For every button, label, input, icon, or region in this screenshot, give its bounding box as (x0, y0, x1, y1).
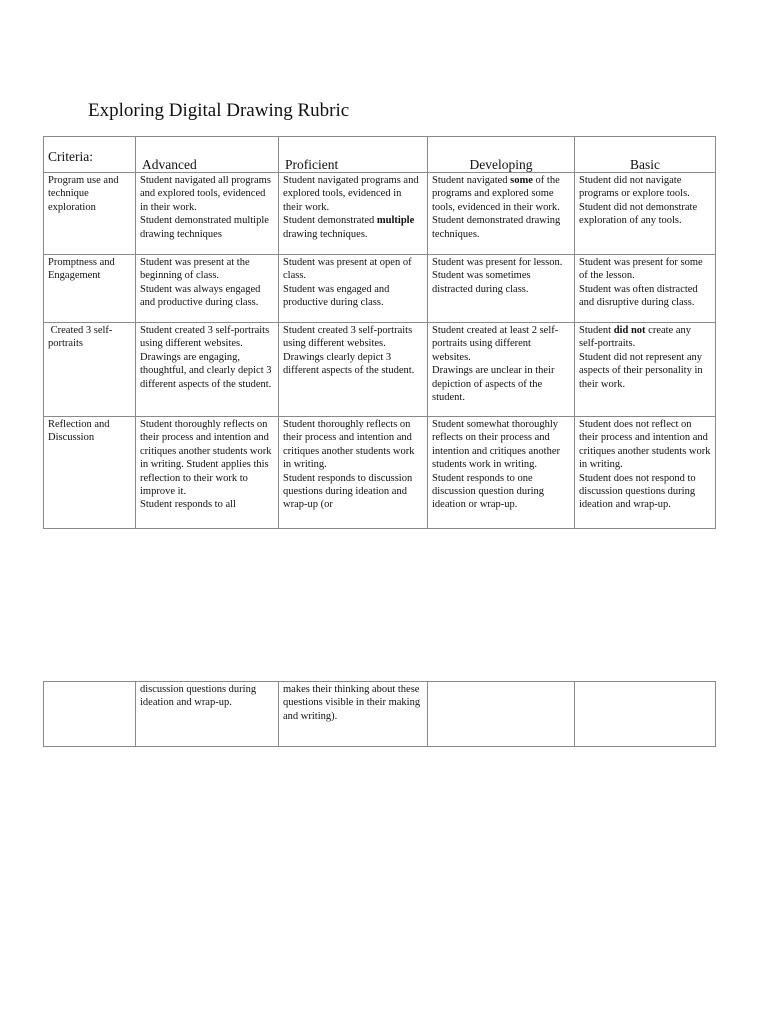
developing-cell: Student somewhat thoroughly reflects on their process and intention and critiques another students work in writing. Student responds to one discussion question during ideation or wrap-up. (428, 417, 575, 529)
basic-cell: Student did not create any self-portraits. Student did not represent any aspects of their personality in their work. (575, 323, 716, 417)
advanced-cell: Student navigated all programs and explored tools, evidenced in their work. Student demonstrated multiple drawing techniques (136, 173, 279, 255)
table-row (44, 323, 716, 417)
header-advanced: Advanced (136, 137, 279, 173)
developing-cell: Student navigated some of the programs and explored some tools, evidenced in their work. Student demonstrated drawing techniques. (428, 173, 575, 255)
advanced-cell: discussion questions during ideation and wrap-up. (136, 682, 279, 747)
rubric-table-continued (43, 681, 716, 747)
table-row (44, 417, 716, 529)
criteria-cell: Created 3 self-portraits (44, 323, 136, 417)
proficient-cell: Student created 3 self-portraits using different websites. Drawings clearly depict 3 different aspects of the student. (279, 323, 428, 417)
proficient-cell: Student thoroughly reflects on their process and intention and critiques another students work in writing. Student responds to discussion questions during ideation and wrap-up (or (279, 417, 428, 529)
basic-cell: Student was present for some of the lesson. Student was often distracted and disruptive during class. (575, 255, 716, 323)
header-criteria: Criteria: (44, 137, 136, 173)
rubric-table (43, 136, 716, 529)
developing-cell: Student was present for lesson. Student was sometimes distracted during class. (428, 255, 575, 323)
basic-cell (575, 682, 716, 747)
header-row (44, 137, 716, 173)
proficient-cell: Student was present at open of class. Student was engaged and productive during class. (279, 255, 428, 323)
bold-text: did not (613, 325, 646, 336)
table-row (44, 173, 716, 255)
proficient-cell: makes their thinking about these questions visible in their making and writing). (279, 682, 428, 747)
criteria-cell: Reflection and Discussion (44, 417, 136, 529)
advanced-cell: Student was present at the beginning of class. Student was always engaged and productive during class. (136, 255, 279, 323)
table-row (44, 682, 716, 747)
developing-cell: Student created at least 2 self-portraits using different websites. Drawings are unclear in their depiction of aspects of the student. (428, 323, 575, 417)
header-proficient: Proficient (279, 137, 428, 173)
criteria-cell: Program use and technique exploration (44, 173, 136, 255)
basic-cell: Student did not navigate programs or explore tools. Student did not demonstrate exploration of any tools. (575, 173, 716, 255)
basic-cell: Student does not reflect on their process and intention and critiques another students work in writing. Student does not respond to discussion questions during ideation and wrap-up. (575, 417, 716, 529)
proficient-cell: Student navigated programs and explored tools, evidenced in their work. Student demonstrated multiple drawing techniques. (279, 173, 428, 255)
criteria-cell: Promptness and Engagement (44, 255, 136, 323)
table-row (44, 255, 716, 323)
bold-text: some (510, 175, 533, 186)
header-developing: Developing (428, 137, 575, 173)
criteria-cell (44, 682, 136, 747)
bold-text: multiple (376, 215, 415, 227)
header-basic: Basic (575, 137, 716, 173)
advanced-cell: Student thoroughly reflects on their process and intention and critiques another students work in writing. Student applies this reflection to their work to improve it. Student responds to all (136, 417, 279, 529)
page-title: Exploring Digital Drawing Rubric (88, 100, 350, 121)
developing-cell (428, 682, 575, 747)
advanced-cell: Student created 3 self-portraits using different websites. Drawings are engaging, thoughtful, and clearly depict 3 different aspects of the student. (136, 323, 279, 417)
